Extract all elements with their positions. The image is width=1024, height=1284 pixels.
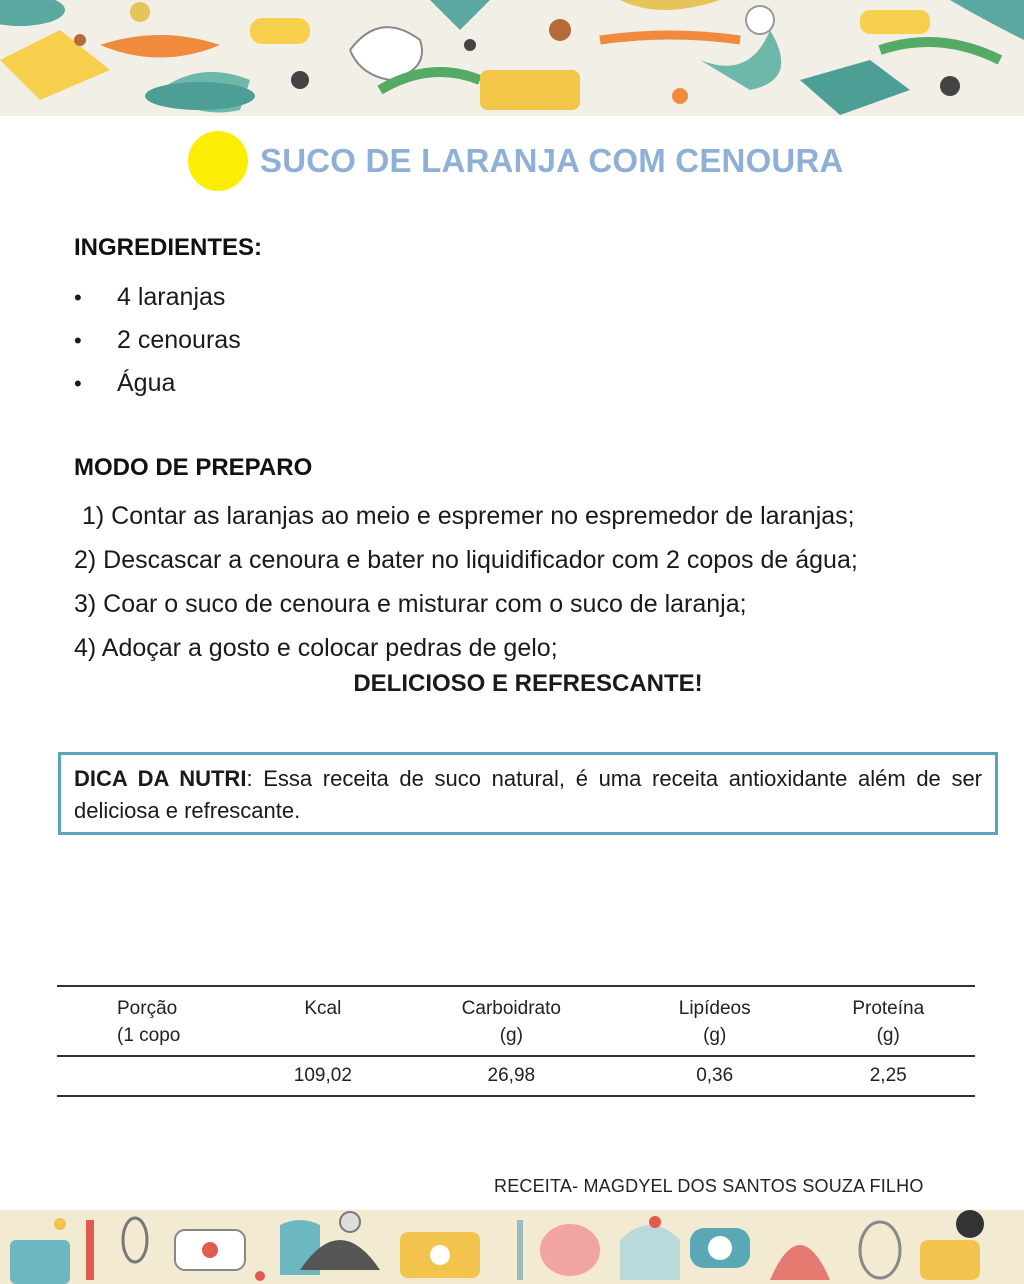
table-cell: 2,25 xyxy=(801,1056,975,1096)
list-item xyxy=(74,276,241,319)
bullet-icon: • xyxy=(74,284,82,310)
column-header-lipids: Lipídeos (g) xyxy=(628,986,802,1056)
preparation-step: 3) Coar o suco de cenoura e misturar com o suco de laranja; xyxy=(74,589,747,618)
column-header-portion: Porção (1 copo xyxy=(57,986,251,1056)
recipe-title: SUCO DE LARANJA COM CENOURA xyxy=(260,142,844,179)
preparation-steps xyxy=(74,494,974,670)
table-cell xyxy=(57,1056,251,1096)
preparation-step: 1) Contar as laranjas ao meio e espremer no espremedor de laranjas; xyxy=(82,501,855,530)
column-header-carbs: Carboidrato (g) xyxy=(395,986,628,1056)
recipe-title-row xyxy=(188,130,844,192)
table-row xyxy=(57,1056,975,1096)
ingredients-list xyxy=(74,276,241,405)
bottom-kitchen-pattern-banner xyxy=(0,1210,1024,1284)
table-cell: 109,02 xyxy=(251,1056,395,1096)
sun-icon xyxy=(188,131,248,191)
preparation-step: 2) Descascar a cenoura e bater no liquidificador com 2 copos de água; xyxy=(74,545,858,574)
ingredient-text: Água xyxy=(117,369,176,397)
table-cell: 26,98 xyxy=(395,1056,628,1096)
list-item xyxy=(74,319,241,362)
kitchen-utensils-illustration xyxy=(0,1210,1024,1284)
column-header-kcal: Kcal xyxy=(251,986,395,1056)
table-header-row xyxy=(57,986,975,1056)
list-item xyxy=(74,362,241,405)
ingredient-text: 4 laranjas xyxy=(117,283,226,311)
slogan-text: DELICIOSO E REFRESCANTE! xyxy=(353,670,703,697)
column-header-protein: Proteína (g) xyxy=(801,986,975,1056)
nutrition-table xyxy=(57,985,975,1097)
tip-label: DICA DA NUTRI xyxy=(74,766,247,791)
ingredient-text: 2 cenouras xyxy=(117,326,241,354)
bullet-icon: • xyxy=(74,370,82,396)
top-kitchen-pattern-banner xyxy=(0,0,1024,116)
table-cell: 0,36 xyxy=(628,1056,802,1096)
bullet-icon: • xyxy=(74,327,82,353)
preparation-heading: MODO DE PREPARO xyxy=(74,454,313,481)
tip-text: : Essa receita de suco natural, é uma receita antioxidante além de ser deliciosa e refrescante. xyxy=(74,766,983,823)
ingredients-heading: INGREDIENTES: xyxy=(74,234,263,261)
preparation-step: 4) Adoçar a gosto e colocar pedras de gelo; xyxy=(74,633,558,662)
recipe-credit: RECEITA- MAGDYEL DOS SANTOS SOUZA FILHO xyxy=(494,1176,924,1196)
nutritionist-tip-box xyxy=(58,752,998,835)
kitchen-pattern-illustration xyxy=(0,0,1024,116)
